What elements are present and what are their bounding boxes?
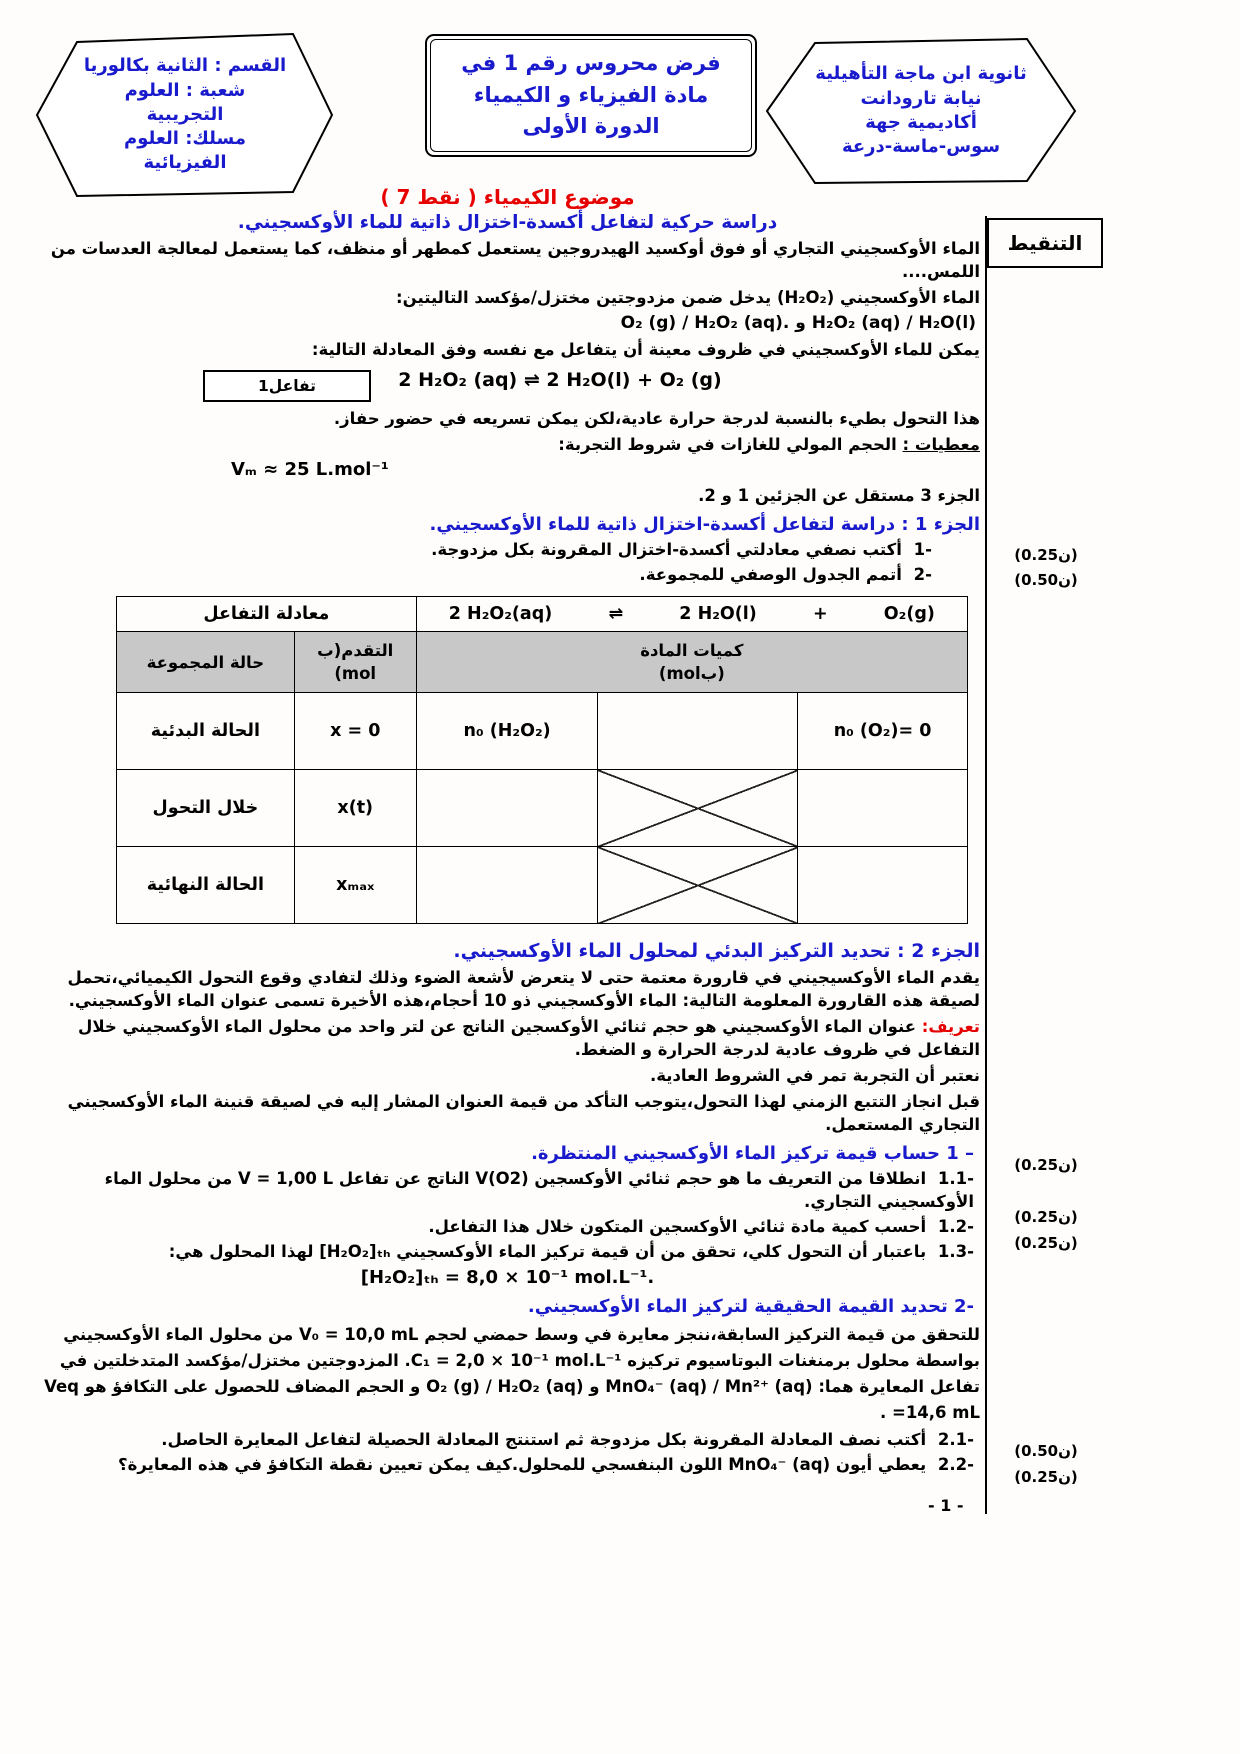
definition	[35, 1015, 980, 1061]
school-line: نيابة تارودانت	[860, 87, 982, 109]
main-content	[35, 186, 980, 1476]
table-equation-label: معادلة التفاعل	[117, 597, 417, 632]
school-line: ثانوية ابن ماجة التأهيلية	[815, 63, 1027, 85]
double-border	[425, 34, 757, 157]
class-line: التجريبية	[146, 103, 224, 125]
grade-mark: (0.50ن)	[1014, 571, 1078, 589]
equation-row	[35, 366, 980, 404]
table-row-during	[117, 770, 968, 847]
theoretical-concentration-value: [H₂O₂]ₜₕ = 8,0 × 10⁻¹ mol.L⁻¹.	[360, 1267, 655, 1288]
advancement-column-header: التقدم(ب mol)	[294, 632, 416, 693]
grading-column-divider	[985, 216, 987, 1514]
section-number: 2-	[954, 1296, 974, 1317]
part2-paragraph-2: نعتبر أن التجربة تمر في الشروط العادية.	[649, 1066, 980, 1085]
subject-title-text: موضوع الكيمياء	[483, 185, 635, 209]
parts-note: الجزء 3 مستقل عن الجزئين 1 و 2.	[698, 486, 980, 505]
descriptive-table	[116, 596, 968, 924]
school-line: سوس-ماسة-درعة	[841, 136, 1001, 158]
data-text: الحجم المولي للغازات في شروط التجربة:	[558, 435, 897, 454]
table-row-initial	[117, 693, 968, 770]
state-cell: خلال التحول	[117, 770, 295, 847]
disproportionation-equation: 2 H₂O₂ (aq) ⇌ 2 H₂O(l) + O₂ (g)	[398, 369, 722, 391]
section-number: 1 –	[946, 1143, 974, 1164]
titration-paragraph: للتحقق من قيمة التركيز السابقة،ننجز معايرة في وسط حمضي لحجم ⁦V₀ = 10,0 mL⁩ من محلول الماء الأوكسجيني بواسطة محلول برمنغنات البوتاسيوم تركيزه ⁦C₁ = 2,0 × 10⁻¹ mol.L⁻¹⁩. المزدوجتين مختزل/مؤكسد المتدخلتين في تفاعل المعايرة هما: ⁦MnO₄⁻ (aq) / Mn²⁺ (aq)⁩ و ⁦O₂ (g) / H₂O₂ (aq)⁩ و الحجم المضاف للحصول على التكافؤ هو ⁦Veq =14,6 mL⁩ .	[44, 1325, 980, 1422]
school-info-box	[765, 35, 1077, 187]
question-number: 1.3-	[937, 1242, 974, 1261]
question-text: أحسب كمية مادة ثنائي الأوكسجين المتكون خلال هذا التفاعل.	[428, 1217, 927, 1236]
question-number: 1.2-	[937, 1217, 974, 1236]
intro-paragraph-4: هذا التحول بطيء بالنسبة لدرجة حرارة عادية،لكن يمكن تسريعه في حضور حفاز.	[333, 409, 980, 428]
grading-header: التنقيط	[987, 218, 1103, 268]
definition-text: عنوان الماء الأوكسجيني هو حجم ثنائي الأوكسجين الناتج عن لتر واحد من محلول الماء الأوكسجيني خلال التفاعل في ظروف عادية لدرجة الحرارة و الضغط.	[78, 1017, 980, 1059]
amounts-header	[416, 632, 967, 693]
subject-title	[35, 186, 980, 209]
exam-title-box	[425, 34, 757, 157]
state-cell: الحالة البدئية	[117, 693, 295, 770]
study-heading: دراسة حركية لتفاعل أكسدة-اختزال ذاتية للماء الأوكسجيني.	[237, 212, 778, 233]
eq-term-o2: O₂(g)	[883, 603, 935, 624]
question-number: 2.2-	[937, 1455, 974, 1474]
section-1-title	[35, 1142, 980, 1165]
intro-paragraph-2: الماء الأوكسجيني ⁦(H₂O₂)⁩ يدخل ضمن مزدوجتين مختزل/مؤكسد التاليتين:	[396, 288, 980, 307]
exam-title-line: مادة الفيزياء و الكيمياء	[473, 82, 709, 107]
school-line: أكاديمية جهة	[865, 112, 977, 133]
table-row-final	[117, 847, 968, 924]
redox-couples: O₂ (g) / H₂O₂ (aq). و H₂O₂ (aq) / H₂O(l)	[620, 313, 976, 333]
question-2-1	[35, 1428, 980, 1451]
question-2	[35, 563, 980, 586]
question-1-2	[35, 1215, 980, 1238]
part2-paragraph-3: قبل انجاز التتبع الزمني لهذا التحول،يتوجب التأكد من قيمة العنوان المشار إليه في لصيقة قنينة الماء الأوكسجيني التجاري المستعمل.	[67, 1092, 980, 1134]
amount-o2-cell: n₀ (O₂)= 0	[798, 693, 968, 770]
grade-mark: (0.50ن)	[1014, 1442, 1078, 1460]
section-2-title	[35, 1295, 980, 1318]
amounts-header-line2: (بmol)	[658, 664, 725, 683]
part2-title: الجزء 2 : تحديد التركيز البدئي لمحلول الماء الأوكسجيني.	[453, 940, 980, 962]
amount-h2o2-cell	[416, 770, 598, 847]
section-title-text: تحديد القيمة الحقيقية لتركيز الماء الأوكسجيني.	[527, 1296, 948, 1317]
crossed-cell	[598, 770, 798, 847]
table-equation-cell	[416, 597, 967, 632]
data-label: معطيات :	[902, 435, 980, 454]
question-number: 1.1-	[937, 1169, 974, 1188]
question-text: يعطي أيون ⁦MnO₄⁻ (aq)⁩ اللون البنفسجي للمحلول.كيف يمكن تعيين نقطة التكافؤ في هذه المعايرة؟	[118, 1455, 927, 1474]
equilibrium-arrow: ⇌	[608, 603, 624, 624]
question-text: أكتب نصفي معادلتي أكسدة-اختزال المقرونة بكل مزدوجة.	[431, 540, 902, 559]
class-line: مسلك: العلوم	[124, 128, 246, 150]
grade-mark: (0.25ن)	[1014, 1468, 1078, 1486]
question-number: 2-	[913, 565, 932, 584]
advancement-cell: xₘₐₓ	[294, 847, 416, 924]
question-number: 1-	[913, 540, 932, 559]
intro-paragraph-3: يمكن للماء الأوكسجيني في ظروف معينة أن يتفاعل مع نفسه وفق المعادلة التالية:	[311, 340, 980, 359]
exam-title-line: فرض محروس رقم 1 في	[461, 51, 721, 75]
question-text: أكتب نصف المعادلة المقرونة بكل مزدوجة ثم استنتج المعادلة الحصيلة لتفاعل المعايرة الحاصل.	[161, 1430, 927, 1449]
grade-mark: (0.25ن)	[1014, 1156, 1078, 1174]
grade-mark: (0.25ن)	[1014, 1208, 1078, 1226]
class-line: شعبة : العلوم	[124, 79, 246, 101]
molar-volume-value: Vₘ ≈ 25 L.mol⁻¹	[231, 459, 389, 480]
section-title-text: حساب قيمة تركيز الماء الأوكسجيني المنتظرة.	[531, 1143, 940, 1164]
question-text: باعتبار أن التحول كلي، تحقق من أن قيمة تركيز الماء الأوكسجيني ⁦[H₂O₂]ₜₕ⁩ لهذا المحلول هي:	[168, 1242, 927, 1261]
amount-o2-cell	[798, 847, 968, 924]
question-text: انطلاقا من التعريف ما هو حجم ثنائي الأوكسجين ⁦V(O2)⁩ الناتج عن تفاعل ⁦V = 1,00 L⁩ من محلول الماء الأوكسجيني التجاري.	[104, 1169, 974, 1211]
part2-paragraph-1: يقدم الماء الأوكسيجيني في قارورة معتمة حتى لا يتعرض لأشعة الضوء وذلك لتفادي وقوع التحول الكيميائي،تحمل لصيقة هذه القارورة المعلومة التالية: الماء الأوكسجيني ذو 10 أحجام،هذه الأخيرة تسمى عنوان الماء الأوكسجيني.	[67, 968, 980, 1010]
question-2-2	[35, 1453, 980, 1476]
question-number: 2.1-	[937, 1430, 974, 1449]
grade-mark: (0.25ن)	[1014, 546, 1078, 564]
data-line	[35, 433, 980, 456]
class-line: القسم : الثانية بكالوريا	[83, 55, 287, 77]
part1-title: الجزء 1 : دراسة لتفاعل أكسدة-اختزال ذاتية للماء الأوكسجيني.	[429, 514, 980, 535]
intro-paragraph-1: الماء الأوكسجيني التجاري أو فوق أوكسيد الهيدروجين يستعمل كمطهر أو منظف، كما يستعمل لمعالجة العدسات من اللمس....	[50, 239, 980, 281]
school-info-text	[765, 35, 1077, 187]
class-info-text	[35, 30, 335, 200]
page-number: - 1 -	[928, 1496, 964, 1515]
amount-h2o2-cell: n₀ (H₂O₂)	[416, 693, 598, 770]
plus-sign: +	[812, 603, 828, 624]
class-info-box	[35, 30, 335, 200]
eq-term-h2o2: 2 H₂O₂(aq)	[448, 603, 553, 624]
crossed-cell	[598, 847, 798, 924]
amount-h2o-cell	[598, 693, 798, 770]
question-1	[35, 538, 980, 561]
state-column-header: حالة المجموعة	[117, 632, 295, 693]
question-1-3	[35, 1240, 980, 1263]
state-cell: الحالة النهائية	[117, 847, 295, 924]
exam-title-line: الدورة الأولى	[522, 114, 660, 138]
amount-o2-cell	[798, 770, 968, 847]
amounts-header-line1: كميات المادة	[640, 641, 744, 660]
eq-term-h2o: 2 H₂O(l)	[679, 603, 757, 624]
question-text: أتمم الجدول الوصفي للمجموعة.	[639, 565, 902, 584]
amount-h2o2-cell	[416, 847, 598, 924]
advancement-cell: x = 0	[294, 693, 416, 770]
class-line: الفيزيائية	[143, 152, 227, 174]
reaction-label-box: تفاعل1	[203, 370, 371, 402]
subject-points: ( 7 نقط )	[380, 185, 477, 209]
definition-label: تعريف:	[921, 1017, 980, 1036]
advancement-cell: x(t)	[294, 770, 416, 847]
grade-mark: (0.25ن)	[1014, 1234, 1078, 1252]
question-1-1	[35, 1167, 980, 1213]
